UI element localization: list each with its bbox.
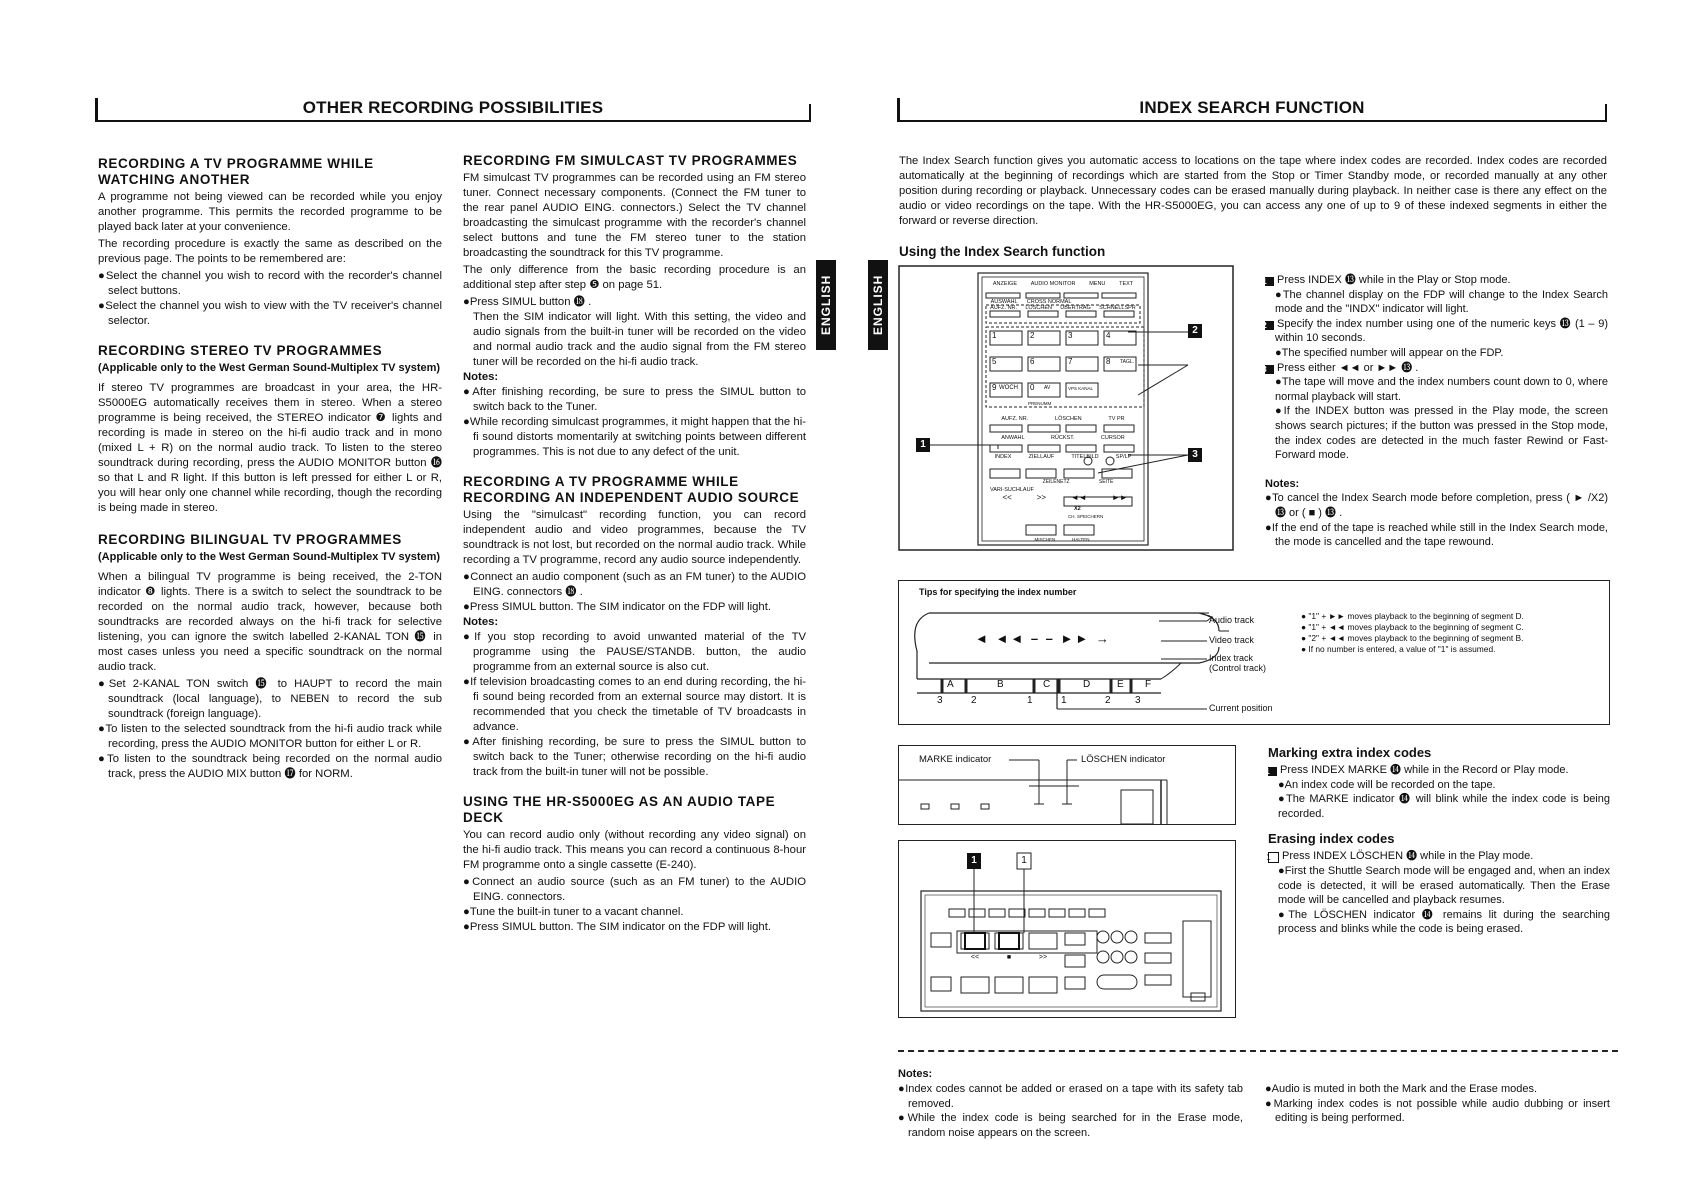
segment-f: F bbox=[1145, 679, 1152, 690]
bullet: ●To listen to the selected soundtrack from the hi-fi audio track while recording, press the AUDIO MONITOR button for either L or R. bbox=[98, 723, 442, 750]
remote-label: LÖSCHEN bbox=[1055, 416, 1082, 422]
callout-2: 2 bbox=[1192, 325, 1198, 336]
tips-box bbox=[898, 580, 1610, 725]
deck-svg bbox=[899, 841, 1235, 1017]
remote-shuttle-row bbox=[990, 493, 1140, 502]
section-title: RECORDING FM SIMULCAST TV PROGRAMMES bbox=[463, 153, 798, 168]
remote-label: SCHNELLSPR bbox=[1099, 305, 1136, 311]
remote-label: AUSWAHL bbox=[990, 299, 1018, 305]
deck-callout-filled: 1 bbox=[971, 855, 977, 866]
marking-step: Press INDEX MARKE ⓮ while in the Record or Play mode. bbox=[1280, 764, 1569, 776]
remote-label: MENU bbox=[1089, 281, 1106, 287]
section-subtitle: (Applicable only to the West German Sound-Multiplex TV system) bbox=[98, 362, 441, 374]
remote-label: VARI-SUCHLAUF bbox=[990, 487, 1034, 493]
paragraph: The only difference from the basic recording procedure is an additional step after step ❺ on page 51. bbox=[463, 264, 806, 291]
rew-icon[interactable]: ◄◄ bbox=[1070, 493, 1087, 502]
callout-3: 3 bbox=[1192, 449, 1198, 460]
step-bullet: ●If the INDEX button was pressed in the Play mode, the screen shows search pictures; if the button was pressed in the Stop mode, the index codes are detected in the much faster Rewind or Fast-Forward mode. bbox=[1275, 405, 1608, 462]
intro-text: The Index Search function gives you automatic access to locations on the tape where index codes are recorded. Index codes are recorded automatically at the beginning of recordings which are started from the Stop or Timer Standby mode, or recorded manually at any other position during recording or playback. Unnecessary codes can be erased manually during playback. In neither case is there any effect on the audio or video recordings on the tape. With the HR-S5000EG, you can access any one of up to 9 of these indexed segments in either the forward or reverse direction. bbox=[899, 155, 1607, 227]
tips-list bbox=[1301, 611, 1524, 655]
segment-e: E bbox=[1117, 679, 1124, 690]
segment-c: C bbox=[1043, 679, 1051, 690]
step-bullet: ●The tape will move and the index numbers count down to 0, where normal playback will start. bbox=[1275, 376, 1608, 403]
note: ●While the index code is being searched for in the Erase mode, random noise appears on the screen. bbox=[898, 1112, 1243, 1139]
tips-title: Tips for specifying the index number bbox=[919, 587, 1077, 597]
key-4[interactable]: 4 bbox=[1106, 331, 1111, 340]
remote-label: MISCHEN bbox=[1034, 537, 1056, 542]
remote-label: WOCH bbox=[999, 385, 1018, 391]
note: ●Index codes cannot be added or erased on a tape with its safety tab removed. bbox=[898, 1083, 1243, 1110]
remote-diagram bbox=[898, 265, 1234, 551]
note: ●If television broadcasting comes to an end during recording, the hi-fi sound being recorded from an external source may distort. It is recommended that you check the timetable of TV broadcasts in advance. bbox=[463, 676, 806, 733]
marking-section bbox=[1265, 745, 1610, 937]
count-number: 1 bbox=[1027, 695, 1033, 706]
left-column-2 bbox=[463, 153, 806, 935]
bottom-notes bbox=[898, 1067, 1618, 1082]
tip: ● "1" + ◄◄ moves playback to the beginning of segment C. bbox=[1301, 622, 1524, 632]
deck-rew-button[interactable]: << bbox=[970, 954, 980, 961]
index-steps bbox=[1262, 273, 1608, 550]
note: ●While recording simulcast programmes, it might happen that the hi-fi sound distorts momentarily at switching points between different programmes. This is not due to any defect of the unit. bbox=[463, 416, 806, 458]
section-title: RECORDING STEREO TV PROGRAMMES bbox=[98, 343, 383, 358]
erasing-bullet: ●First the Shuttle Search mode will be engaged and, when an index code is detected, it will be erased automatically. Then the Erase mode will be cancelled and playback resumes. bbox=[1278, 864, 1610, 907]
section-subtitle: (Applicable only to the West German Sound-Multiplex TV system) bbox=[98, 551, 441, 563]
section-title: USING THE HR-S5000EG AS AN AUDIO TAPE DECK bbox=[463, 794, 776, 825]
bullet: ●Tune the built-in tuner to a vacant channel. bbox=[463, 906, 684, 918]
remote-label: AV bbox=[1044, 385, 1051, 391]
key-3[interactable]: 3 bbox=[1068, 331, 1073, 340]
tape-arrows: ◄ ◄◄ – – ►► → bbox=[975, 631, 1111, 646]
note: ●To cancel the Index Search mode before completion, press ( ► /X2) ⓭ or ( ■ ) ⓭ . bbox=[1265, 492, 1608, 519]
remote-row-7 bbox=[1028, 479, 1128, 485]
key-8[interactable]: 8 bbox=[1106, 357, 1111, 366]
remote-row-3 bbox=[986, 305, 1140, 311]
key-7[interactable]: 7 bbox=[1068, 357, 1073, 366]
erasing-title: Erasing index codes bbox=[1268, 831, 1395, 847]
notes-label: Notes: bbox=[463, 616, 499, 628]
step-number: 1 bbox=[1265, 277, 1274, 286]
tip: ● If no number is entered, a value of "1" is assumed. bbox=[1301, 644, 1496, 654]
bullet: ●Connect an audio source (such as an FM tuner) to the AUDIO EING. connectors. bbox=[463, 876, 806, 903]
step-number: 1 bbox=[1268, 852, 1279, 863]
left-column-1 bbox=[98, 156, 442, 782]
remote-row-6 bbox=[986, 454, 1140, 460]
remote-label: TEXT bbox=[1119, 281, 1134, 287]
paragraph: When a bilingual TV programme is being received, the 2-TON indicator ❽ lights. There is a switch to select the soundtrack to be recorded on the normal audio track, however, because both soundtracks are recorded always on the hi-fi track for selective listening, you can ignore the switch labelled 2-KANAL TON ⓯ in most cases unless you need a specific soundtrack on the normal audio track. bbox=[98, 571, 442, 673]
remote-row-10 bbox=[1026, 537, 1098, 542]
right-title-bar bbox=[897, 98, 1607, 122]
tip: ● "2" + ◄◄ moves playback to the beginning of segment B. bbox=[1301, 633, 1524, 643]
paragraph: A programme not being viewed can be recorded while you enjoy another programme. This permits the recorded programme to be played back later at your convenience. bbox=[98, 191, 442, 233]
english-tab-right: ENGLISH bbox=[868, 260, 888, 350]
step-2: Specify the index number using one of the numeric keys ⓭ (1 – 9) within 10 seconds. bbox=[1275, 317, 1608, 345]
remote-label: TITELBILD bbox=[1071, 454, 1099, 460]
marking-bullet: ●An index code will be recorded on the tape. bbox=[1278, 778, 1496, 791]
remote-label: AUFZ. NR. bbox=[990, 305, 1018, 311]
key-9[interactable]: 9 bbox=[992, 383, 997, 392]
callout-1: 1 bbox=[920, 439, 926, 450]
key-0[interactable]: 0 bbox=[1030, 383, 1035, 392]
remote-label: ANWAHL bbox=[1001, 435, 1025, 441]
remote-label: X2 bbox=[1074, 506, 1081, 512]
deck-diagram bbox=[898, 840, 1236, 1018]
note: ●Marking index codes is not possible while audio dubbing or insert editing is being performed. bbox=[1265, 1097, 1610, 1125]
count-number: 3 bbox=[1135, 695, 1141, 706]
remote-label: TV PR bbox=[1108, 416, 1125, 422]
remote-label: PRENUMM bbox=[1028, 401, 1052, 406]
indicator-diagram bbox=[898, 745, 1236, 825]
note: ●Audio is muted in both the Mark and the Erase modes. bbox=[1265, 1083, 1538, 1095]
bullet: ●Press SIMUL button ⓲ . bbox=[463, 296, 592, 308]
remote-label: SEITE bbox=[1098, 479, 1114, 485]
count-number: 2 bbox=[971, 695, 977, 706]
english-tab-left: ENGLISH bbox=[816, 260, 836, 350]
segment-a: A bbox=[947, 679, 954, 690]
using-title: Using the Index Search function bbox=[899, 244, 1106, 259]
section-title: RECORDING A TV PROGRAMME WHILE WATCHING ANOTHER bbox=[98, 156, 374, 187]
loschen-indicator-label: LÖSCHEN indicator bbox=[1081, 754, 1166, 765]
index-track-label: Index track bbox=[1209, 653, 1254, 663]
remote-label: CROSS NORMAL bbox=[1026, 299, 1072, 305]
control-track-label: (Control track) bbox=[1209, 663, 1267, 673]
bottom-notes-left bbox=[898, 1082, 1243, 1140]
indented-text: Then the SIM indicator will light. With this setting, the video and audio signals from the built-in tuner will be recorded on the video and normal audio track and the audio signal from the FM stereo tuner will be recorded on the hi-fi audio track. bbox=[473, 311, 806, 368]
video-track-label: Video track bbox=[1209, 635, 1254, 645]
remote-label: INDEX bbox=[994, 454, 1012, 460]
section-title: RECORDING A TV PROGRAMME WHILE RECORDING AN INDEPENDENT AUDIO SOURCE bbox=[463, 474, 800, 505]
right-page-title: INDEX SEARCH FUNCTION bbox=[1139, 98, 1365, 117]
count-number: 3 bbox=[937, 695, 943, 706]
remote-label: SP/LP bbox=[1115, 454, 1132, 460]
step-1: Press INDEX ⓭ while in the Play or Stop mode. bbox=[1277, 274, 1511, 286]
bullet: ●Connect an audio component (such as an FM tuner) to the AUDIO EING. connectors ⓲ . bbox=[463, 571, 806, 598]
count-number: 2 bbox=[1105, 695, 1111, 706]
marke-indicator-label: MARKE indicator bbox=[919, 754, 992, 765]
remote-label: CURSOR bbox=[1100, 435, 1125, 441]
remote-label: ANZEIGE bbox=[992, 281, 1017, 287]
remote-row-5 bbox=[988, 435, 1138, 441]
remote-label: ZEILENETZ bbox=[1042, 479, 1070, 485]
step-3: Press either ◄◄ or ►► ⓭ . bbox=[1277, 361, 1419, 374]
bullet: ●To listen to the soundtrack being recorded on the normal audio track, press the AUDIO MIX button ⓱ for NORM. bbox=[98, 753, 442, 780]
paragraph: Using the "simulcast" recording function, you can record independent audio and video programmes, because the TV soundtrack is not lost, but recorded on the normal audio track. While recording a TV programme, record any audio source independently. bbox=[463, 509, 806, 566]
segment-d: D bbox=[1083, 679, 1091, 690]
rewind-icon[interactable]: << bbox=[1002, 493, 1012, 502]
deck-stop-button[interactable]: ■ bbox=[1006, 954, 1012, 961]
audio-track-label: Audio track bbox=[1209, 615, 1255, 625]
notes-label: Notes: bbox=[463, 371, 499, 383]
dashed-divider bbox=[898, 1050, 1618, 1052]
bullet: ●Select the channel you wish to record with the recorder's channel select buttons. bbox=[98, 270, 442, 297]
note: ●After finishing recording, be sure to press the SIMUL button to switch back to the Tuner. bbox=[463, 386, 806, 413]
ff-icon[interactable]: >> bbox=[1036, 493, 1047, 502]
remote-row-4 bbox=[988, 416, 1138, 422]
step-number: 3 bbox=[1265, 365, 1274, 374]
paragraph: You can record audio only (without recording any video signal) on the hi-fi audio track. This means you can record a continuous 8-hour FM programme onto a single cassette (E-240). bbox=[463, 829, 806, 871]
key-6[interactable]: 6 bbox=[1030, 357, 1035, 366]
left-page-title: OTHER RECORDING POSSIBILITIES bbox=[302, 98, 604, 117]
step-number: 2 bbox=[1265, 321, 1274, 330]
bullet: ●Press SIMUL button. The SIM indicator on the FDP will light. bbox=[463, 601, 771, 613]
segment-b: B bbox=[997, 679, 1004, 690]
key-5[interactable]: 5 bbox=[992, 357, 997, 366]
section-title: RECORDING BILINGUAL TV PROGRAMMES bbox=[98, 532, 402, 547]
remote-row-1 bbox=[986, 281, 1140, 288]
remote-label: TAGL. bbox=[1120, 359, 1135, 365]
step-number: 1 bbox=[1268, 767, 1277, 776]
step-bullet: ●The specified number will appear on the FDP. bbox=[1275, 346, 1504, 359]
note: ●If you stop recording to avoid unwanted material of the TV programme using the PAUSE/STANDB. button, the audio programme from an external source is also cut. bbox=[463, 631, 806, 673]
current-position-label: Current position bbox=[1209, 703, 1273, 713]
erasing-bullet: ●The LÖSCHEN indicator ⓮ remains lit during the searching process and blinks while the code is being erased. bbox=[1278, 908, 1610, 936]
remote-label: VPS KANAL bbox=[1068, 386, 1094, 391]
notes-label: Notes: bbox=[898, 1068, 933, 1080]
bullet: ●Set 2-KANAL TON switch ⓯ to HAUPT to record the main soundtrack (local language), to NEBEN to record the sub soundtrack (foreign language). bbox=[98, 678, 442, 720]
step-bullet: ●The channel display on the FDP will change to the Index Search mode and the "INDX" indicator will light. bbox=[1275, 288, 1608, 316]
key-1[interactable]: 1 bbox=[992, 331, 997, 340]
count-number: 1 bbox=[1061, 695, 1067, 706]
remote-label: CH. SPEICHERN bbox=[1068, 514, 1104, 519]
fwd-icon[interactable]: ►► bbox=[1111, 493, 1128, 502]
remote-label: LÖSCHEN bbox=[1025, 305, 1052, 311]
remote-label: HALTEN bbox=[1072, 537, 1090, 542]
deck-ff-button[interactable]: >> bbox=[1038, 954, 1048, 961]
remote-label: RÜCKST. bbox=[1050, 435, 1075, 441]
notes-label: Notes: bbox=[1265, 477, 1300, 490]
paragraph: If stereo TV programmes are broadcast in your area, the HR-S5000EG automatically receives them in stereo. When a stereo programme is being received, the STEREO indicator ❼ lights and recording is made in stereo on the hi-fi audio track and in mono (mixed L + R) on the normal audio track. To listen to the stereo soundtrack during recording, press the AUDIO MONITOR button ⓰ so that L and R light. If this button is left pressed for either L or R, you will hear only one channel while recording, though the recording is being made in stereo. bbox=[98, 382, 442, 514]
intro-paragraph bbox=[899, 154, 1607, 231]
note: ●After finishing recording, be sure to press the SIMUL button to switch back to the Tuner; otherwise recording on the hi-fi audio track from the built-in tuner will not be possible. bbox=[463, 736, 806, 778]
left-title-bar bbox=[95, 98, 811, 122]
erasing-step: Press INDEX LÖSCHEN ⓮ while in the Play mode. bbox=[1282, 850, 1534, 863]
bullet: ●Press SIMUL button. The SIM indicator on the FDP will light. bbox=[463, 921, 771, 933]
paragraph: FM simulcast TV programmes can be recorded using an FM stereo tuner. Connect necessary components. (Connect the FM tuner to the rear panel AUDIO EING. connectors.) Select the TV channel broadcasting the simulcast programme with the recorder's channel select buttons and tune the FM stereo tuner to the station broadcasting the soundtrack for this TV programme. bbox=[463, 172, 806, 259]
deck-callout-outline: 1 bbox=[1021, 855, 1027, 866]
bottom-notes-right bbox=[1265, 1082, 1610, 1126]
remote-label: ZIELLAUF bbox=[1028, 454, 1055, 460]
remote-label: AUDIO MONITOR bbox=[1030, 281, 1076, 287]
marking-title: Marking extra index codes bbox=[1268, 745, 1432, 760]
bullet: ●Select the channel you wish to view with the TV receiver's channel selector. bbox=[98, 300, 442, 327]
paragraph: The recording procedure is exactly the same as described on the previous page. The points to be remembered are: bbox=[98, 238, 442, 265]
remote-label: ÜBERTRAG bbox=[1060, 305, 1091, 311]
marking-bullet: ●The MARKE indicator ⓮ will blink while the index code is being recorded. bbox=[1278, 793, 1610, 820]
remote-label: AUFZ. NR. bbox=[1001, 416, 1029, 422]
key-2[interactable]: 2 bbox=[1030, 331, 1035, 340]
tip: ● "1" + ►► moves playback to the beginning of segment D. bbox=[1301, 611, 1524, 621]
note: ●If the end of the tape is reached while still in the Index Search mode, the mode is cancelled and the tape rewound. bbox=[1265, 521, 1608, 549]
